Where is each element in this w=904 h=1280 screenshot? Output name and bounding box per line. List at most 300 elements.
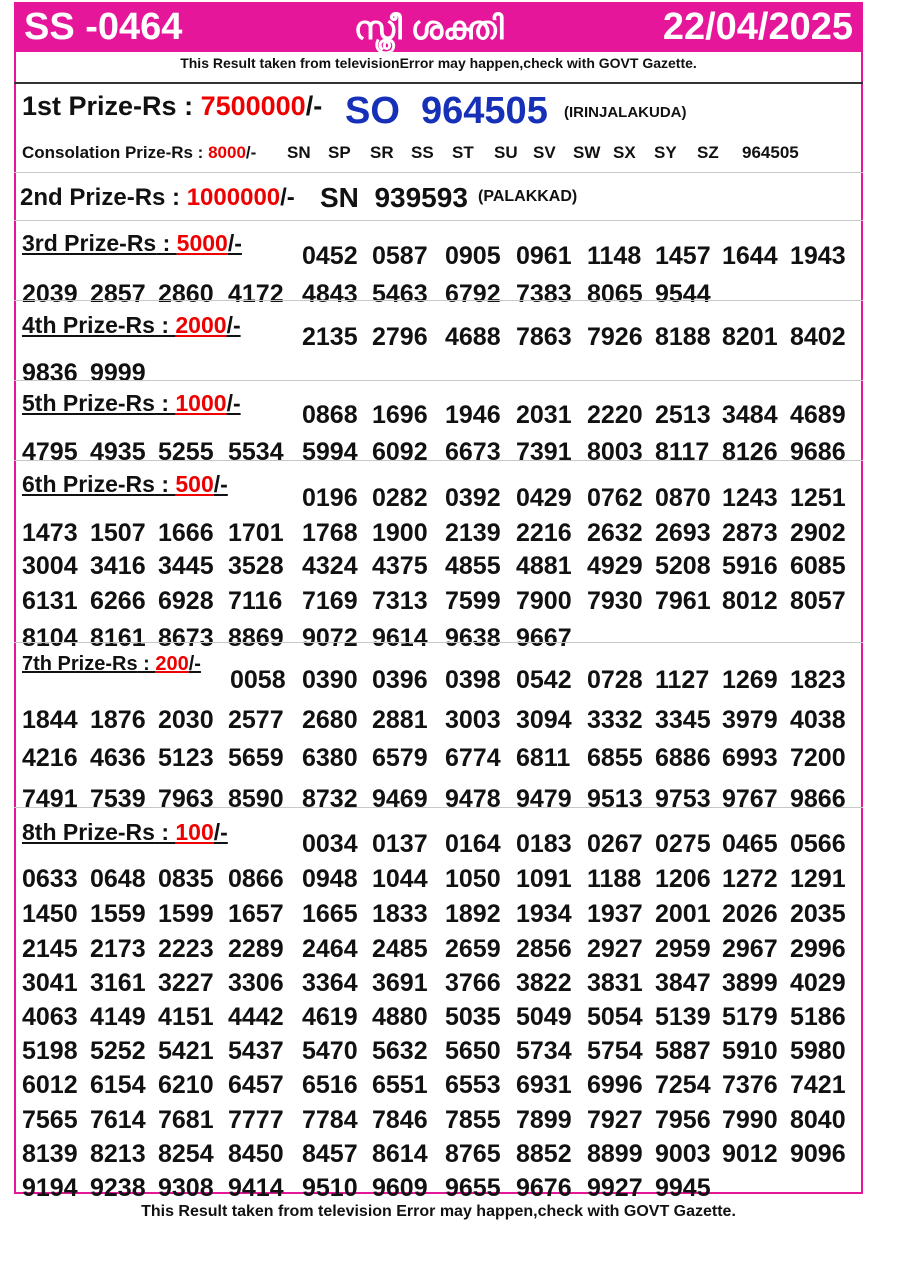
consolation-amount: 8000 [208,143,246,162]
first-prize-row [22,91,322,122]
prize-number: 3445 [158,552,214,580]
prize-number: 2860 [158,280,214,308]
prize-number: 5049 [516,1003,572,1031]
prize-number: 8012 [722,587,778,615]
prize-number: 7383 [516,280,572,308]
prize-number: 9836 [22,359,78,387]
prize-number: 7956 [655,1106,711,1134]
prize-number: 2996 [790,935,846,963]
prize-number: 4149 [90,1003,146,1031]
prize-number: 2881 [372,706,428,734]
prize-number: 5470 [302,1037,358,1065]
prize-number: 4029 [790,969,846,997]
first-prize-ticket: SO 964505 [345,90,548,132]
prize-number: 9238 [90,1174,146,1202]
prize-number: 2967 [722,935,778,963]
prize-number: 1844 [22,706,78,734]
prize-number: 3822 [516,969,572,997]
prize-number: 7846 [372,1106,428,1134]
prize-number: 0870 [655,484,711,512]
prize-number: 5734 [516,1037,572,1065]
prize-number: 8040 [790,1106,846,1134]
prize-number: 7169 [302,587,358,615]
prize-number: 9614 [372,624,428,652]
prize-number: 2680 [302,706,358,734]
prize-number: 1050 [445,865,501,893]
prize-number: 1937 [587,900,643,928]
first-prize-amount: 7500000 [200,91,306,121]
prize-number: 5659 [228,744,284,772]
prize-number: 7963 [158,785,214,813]
prize-number: 3416 [90,552,146,580]
prize-number: 7565 [22,1106,78,1134]
prize-number: 7961 [655,587,711,615]
prize-number: 1272 [722,865,778,893]
row-separator [14,300,863,301]
second-prize-row [20,184,295,212]
prize-number: 6551 [372,1071,428,1099]
prize-number: 0396 [372,666,428,694]
prize-number: 0196 [302,484,358,512]
consolation-series-item: SU [494,143,518,162]
prize-number: 9478 [445,785,501,813]
prize-number: 9927 [587,1174,643,1202]
prize-number: 1091 [516,865,572,893]
prize-number: 2026 [722,900,778,928]
prize-number: 6380 [302,744,358,772]
prize-number: 6516 [302,1071,358,1099]
prize-number: 1188 [587,865,642,893]
prize-suffix: /- [213,819,228,845]
prize-number: 1243 [722,484,778,512]
consolation-series-item: SX [613,143,636,162]
prize-number: 5650 [445,1037,501,1065]
prize-number: 7899 [516,1106,572,1134]
prize-number: 4689 [790,401,846,429]
prize-number: 2223 [158,935,214,963]
prize-number: 5463 [372,280,428,308]
prize-amount: 2000 [175,312,227,338]
prize-label: 7th Prize-Rs [22,653,138,675]
prize-number: 2577 [228,706,284,734]
prize-number: 0762 [587,484,643,512]
prize-number: 6092 [372,438,428,466]
consolation-series-item: SN [287,143,311,162]
prize-number: 8057 [790,587,846,615]
prize-label-row [22,230,242,257]
prize-number: 7930 [587,587,643,615]
prize-number: 8869 [228,624,284,652]
consolation-label: Consolation Prize-Rs : [22,143,209,162]
prize-number: 3831 [587,969,643,997]
prize-number: 2035 [790,900,846,928]
prize-number: 0058 [230,666,286,694]
prize-number: 7990 [722,1106,778,1134]
prize-number: 5054 [587,1003,643,1031]
prize-amount: 500 [175,471,214,497]
prize-number: 1559 [90,900,146,928]
prize-number: 3766 [445,969,501,997]
prize-number: 8161 [90,624,146,652]
prize-number: 7777 [228,1106,284,1134]
prize-number: 3899 [722,969,778,997]
prize-number: 0392 [445,484,501,512]
prize-number: 2289 [228,935,284,963]
prize-number: 7855 [445,1106,501,1134]
second-prize-ticket: SN 939593 [320,182,468,213]
prize-number: 2485 [372,935,428,963]
draw-date: 22/04/2025 [662,6,853,48]
prize-number: 6012 [22,1071,78,1099]
prize-number: 2139 [445,519,501,547]
prize-number: 8590 [228,785,284,813]
consolation-series-item: SS [411,143,434,162]
prize-number: 3847 [655,969,711,997]
second-prize-suffix: /- [280,184,295,211]
prize-number: 5255 [158,438,214,466]
prize-number: 3332 [587,706,643,734]
draw-code: SS -0464 [24,6,183,48]
prize-number: 7313 [372,587,428,615]
prize-number: 5139 [655,1003,711,1031]
second-prize-label: 2nd Prize-Rs : [20,184,187,211]
prize-label-row [22,312,241,339]
prize-number: 2464 [302,935,358,963]
prize-number: 4929 [587,552,643,580]
prize-number: 1291 [790,865,846,893]
prize-number: 1701 [228,519,284,547]
prize-number: 8126 [722,438,778,466]
prize-number: 6774 [445,744,501,772]
prize-number: 3528 [228,552,284,580]
prize-number: 1696 [372,401,428,429]
prize-number: 8732 [302,785,358,813]
prize-number: 9003 [655,1140,711,1168]
disclaimer-top: This Result taken from televisionError may happen,check with GOVT Gazette. [180,55,697,71]
prize-separator: : [154,312,176,338]
prize-number: 5754 [587,1037,643,1065]
prize-number: 0452 [302,242,358,270]
prize-amount: 1000 [175,390,227,416]
prize-number: 3094 [516,706,572,734]
prize-number: 4881 [516,552,572,580]
prize-number: 0465 [722,830,778,858]
row-separator [14,172,863,173]
consolation-series-item: SP [328,143,351,162]
prize-number: 6553 [445,1071,501,1099]
prize-number: 7539 [90,785,146,813]
prize-suffix: /- [188,653,201,675]
row-separator [14,807,863,808]
second-prize-place: (PALAKKAD) [478,188,578,205]
prize-number: 5208 [655,552,711,580]
prize-number: 9767 [722,785,778,813]
prize-number: 9414 [228,1174,284,1202]
prize-number: 6792 [445,280,501,308]
prize-number: 9945 [655,1174,711,1202]
prize-number: 0034 [302,830,358,858]
prize-number: 0961 [516,242,572,270]
prize-number: 9686 [790,438,846,466]
prize-number: 5179 [722,1003,778,1031]
prize-number: 1450 [22,900,78,928]
prize-number: 2030 [158,706,214,734]
prize-number: 5980 [790,1037,846,1065]
prize-number: 8213 [90,1140,146,1168]
prize-number: 7614 [90,1106,146,1134]
prize-label: 4th Prize-Rs [22,312,155,338]
prize-number: 1768 [302,519,358,547]
prize-number: 6085 [790,552,846,580]
prize-number: 8139 [22,1140,78,1168]
second-prize-amount: 1000000 [186,184,281,211]
prize-number: 4063 [22,1003,78,1031]
prize-amount: 5000 [176,230,228,256]
prize-number: 9638 [445,624,501,652]
prize-number: 8402 [790,323,846,351]
first-prize-label: 1st Prize-Rs : [22,91,201,121]
prize-number: 8765 [445,1140,501,1168]
prize-number: 1900 [372,519,428,547]
prize-number: 2902 [790,519,846,547]
prize-number: 2927 [587,935,643,963]
prize-number: 2873 [722,519,778,547]
prize-amount: 200 [155,653,189,675]
prize-number: 1946 [445,401,501,429]
prize-number: 6996 [587,1071,643,1099]
prize-number: 0275 [655,830,711,858]
prize-number: 3979 [722,706,778,734]
prize-separator: : [154,819,176,845]
prize-number: 2220 [587,401,643,429]
prize-number: 3345 [655,706,711,734]
prize-number: 2659 [445,935,501,963]
prize-number: 6928 [158,587,214,615]
prize-number: 7200 [790,744,846,772]
prize-number: 9544 [655,280,711,308]
prize-number: 0183 [516,830,572,858]
prize-number: 0905 [445,242,501,270]
prize-number: 4855 [445,552,501,580]
prize-number: 2513 [655,401,711,429]
prize-number: 3003 [445,706,501,734]
prize-number: 1473 [22,519,78,547]
prize-number: 2856 [516,935,572,963]
prize-number: 6210 [158,1071,214,1099]
prize-number: 4880 [372,1003,428,1031]
consolation-series-item: SW [573,143,601,162]
prize-number: 6673 [445,438,501,466]
prize-number: 9655 [445,1174,501,1202]
prize-number: 4151 [158,1003,214,1031]
prize-number: 0633 [22,865,78,893]
header-bar [14,2,863,52]
prize-label-row [22,390,241,417]
prize-number: 5887 [655,1037,711,1065]
row-separator [14,220,863,221]
consolation-series-item: ST [452,143,474,162]
prize-number: 9469 [372,785,428,813]
prize-number: 2693 [655,519,711,547]
prize-number: 9012 [722,1140,778,1168]
prize-number: 4935 [90,438,146,466]
prize-number: 3364 [302,969,358,997]
prize-number: 9866 [790,785,846,813]
prize-number: 0587 [372,242,428,270]
prize-number: 6131 [22,587,78,615]
prize-label-row [22,653,201,676]
prize-number: 4038 [790,706,846,734]
prize-number: 9999 [90,359,146,387]
prize-number: 1934 [516,900,572,928]
prize-number: 3041 [22,969,78,997]
prize-number: 4843 [302,280,358,308]
first-prize-place: (IRINJALAKUDA) [564,104,687,121]
prize-number: 6931 [516,1071,572,1099]
prize-separator: : [137,653,156,675]
prize-number: 1943 [790,242,846,270]
prize-number: 6993 [722,744,778,772]
prize-number: 0648 [90,865,146,893]
prize-number: 6154 [90,1071,146,1099]
prize-number: 1251 [790,484,846,512]
prize-number: 8065 [587,280,643,308]
prize-number: 1666 [158,519,214,547]
prize-number: 3161 [90,969,146,997]
prize-number: 0728 [587,666,643,694]
prize-label: 5th Prize-Rs [22,390,155,416]
prize-number: 0164 [445,830,501,858]
prize-number: 5632 [372,1037,428,1065]
prize-number: 8254 [158,1140,214,1168]
prize-number: 5123 [158,744,214,772]
prize-number: 5916 [722,552,778,580]
prize-number: 0267 [587,830,643,858]
prize-number: 8201 [722,323,778,351]
prize-number: 0398 [445,666,501,694]
prize-suffix: /- [213,471,228,497]
consolation-series-item: SZ [697,143,719,162]
prize-number: 1269 [722,666,778,694]
prize-number: 7681 [158,1106,214,1134]
prize-number: 7491 [22,785,78,813]
prize-number: 7421 [790,1071,846,1099]
prize-number: 3227 [158,969,214,997]
prize-number: 9667 [516,624,572,652]
prize-number: 2216 [516,519,572,547]
prize-number: 3306 [228,969,284,997]
prize-number: 7926 [587,323,643,351]
prize-number: 8852 [516,1140,572,1168]
prize-number: 2857 [90,280,146,308]
prize-number: 7900 [516,587,572,615]
consolation-series-item: SY [654,143,677,162]
prize-number: 8899 [587,1140,643,1168]
prize-number: 7116 [228,587,283,615]
row-separator [14,380,863,381]
prize-number: 4442 [228,1003,284,1031]
prize-number: 9479 [516,785,572,813]
prize-number: 4795 [22,438,78,466]
prize-number: 3004 [22,552,78,580]
prize-number: 8117 [655,438,710,466]
prize-number: 2632 [587,519,643,547]
prize-number: 0566 [790,830,846,858]
prize-number: 0390 [302,666,358,694]
prize-number: 7784 [302,1106,358,1134]
prize-number: 6457 [228,1071,284,1099]
prize-separator: : [156,230,177,256]
prize-number: 9194 [22,1174,78,1202]
prize-number: 5437 [228,1037,284,1065]
prize-number: 7254 [655,1071,711,1099]
prize-number: 2796 [372,323,428,351]
prize-label: 8th Prize-Rs [22,819,155,845]
prize-number: 1657 [228,900,284,928]
prize-number: 1044 [372,865,428,893]
prize-suffix: /- [227,230,242,256]
prize-number: 4619 [302,1003,358,1031]
prize-number: 1876 [90,706,146,734]
prize-number: 3691 [372,969,428,997]
prize-number: 4324 [302,552,358,580]
prize-suffix: /- [226,312,241,338]
prize-number: 0429 [516,484,572,512]
prize-suffix: /- [226,390,241,416]
prize-label: 6th Prize-Rs [22,471,155,497]
prize-number: 5186 [790,1003,846,1031]
prize-number: 5198 [22,1037,78,1065]
row-separator [14,642,863,643]
prize-label: 3rd Prize-Rs [22,230,157,256]
prize-number: 2031 [516,401,572,429]
prize-number: 2173 [90,935,146,963]
prize-number: 9676 [516,1174,572,1202]
prize-number: 7863 [516,323,572,351]
prize-number: 7927 [587,1106,643,1134]
prize-number: 8450 [228,1140,284,1168]
prize-number: 9513 [587,785,643,813]
prize-number: 8457 [302,1140,358,1168]
prize-number: 5252 [90,1037,146,1065]
prize-number: 1127 [655,666,710,694]
prize-number: 2001 [655,900,711,928]
prize-label-row [22,819,228,846]
prize-number: 8104 [22,624,78,652]
prize-number: 1665 [302,900,358,928]
prize-number: 4636 [90,744,146,772]
prize-number: 8614 [372,1140,428,1168]
prize-number: 2959 [655,935,711,963]
prize-number: 4688 [445,323,501,351]
prize-number: 6266 [90,587,146,615]
prize-number: 0542 [516,666,572,694]
prize-separator: : [154,471,176,497]
prize-number: 8003 [587,438,643,466]
prize-number: 1823 [790,666,846,694]
prize-number: 5534 [228,438,284,466]
lottery-name: സ്ത്രീ ശക്തി [354,10,504,46]
prize-number: 5994 [302,438,358,466]
prize-number: 0866 [228,865,284,893]
consolation-suffix: /- [245,143,257,162]
prize-number: 9753 [655,785,711,813]
prize-number: 1507 [90,519,146,547]
prize-number: 1892 [445,900,501,928]
prize-number: 9308 [158,1174,214,1202]
row-separator [14,460,863,461]
prize-number: 8188 [655,323,711,351]
